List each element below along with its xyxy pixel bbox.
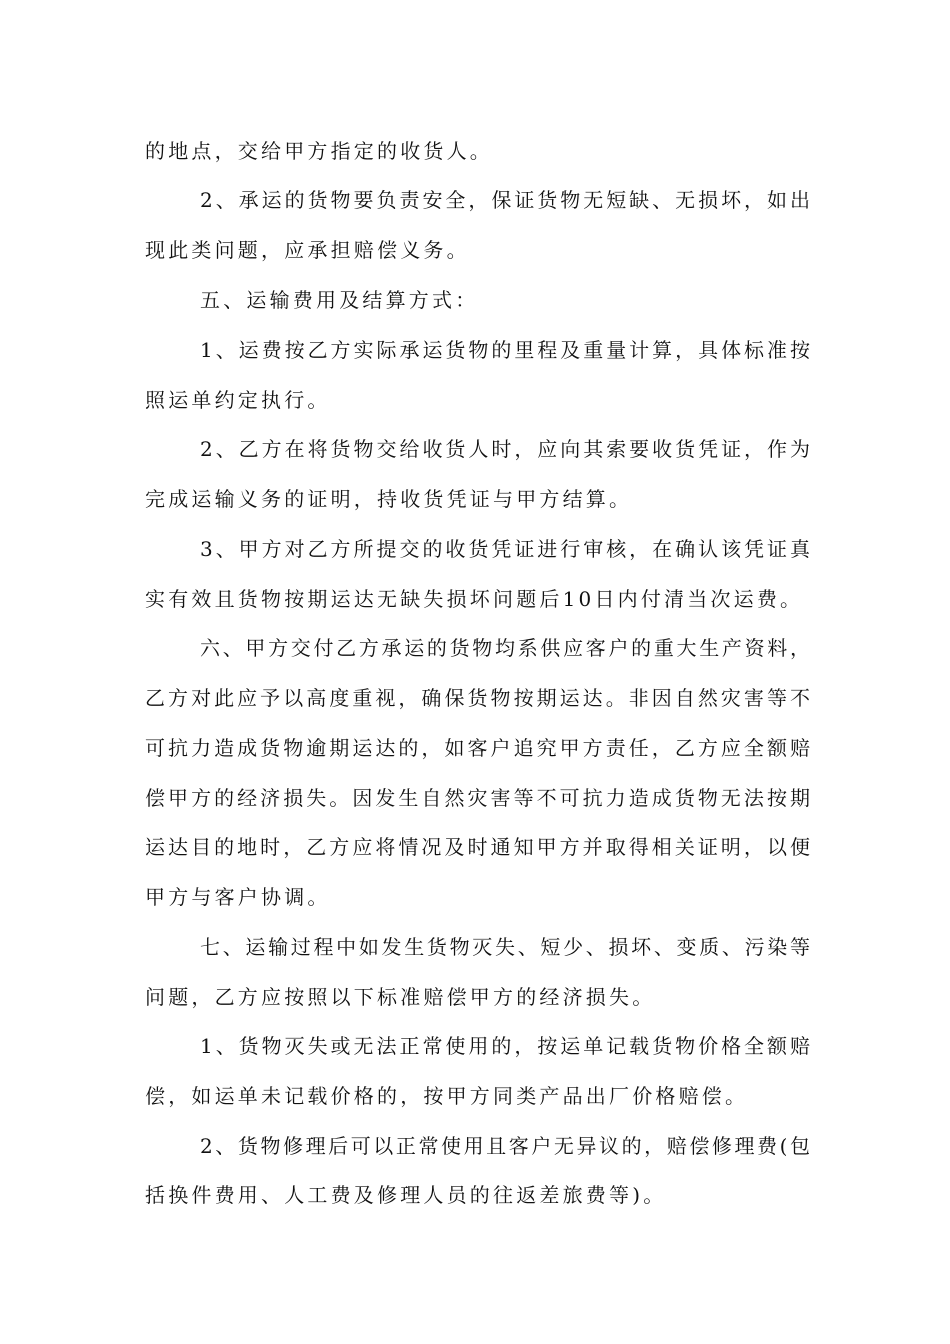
text-line: 偿甲方的经济损失。因发生自然灾害等不可抗力造成货物无法按期 — [145, 786, 810, 810]
text-line: 完成运输义务的证明，持收货凭证与甲方结算。 — [145, 487, 633, 511]
text-line: 乙方对此应予以高度重视，确保货物按期运达。非因自然灾害等不 — [145, 686, 810, 710]
text-line: 2、承运的货物要负责安全，保证货物无短缺、无损坏，如出 — [200, 188, 810, 212]
text-line: 偿，如运单未记载价格的，按甲方同类产品出厂价格赔偿。 — [145, 1084, 749, 1108]
text-line: 2、货物修理后可以正常使用且客户无异议的，赔偿修理费(包 — [200, 1134, 810, 1158]
section-heading: 六、甲方交付乙方承运的货物均系供应客户的重大生产资料， — [200, 636, 810, 660]
text-line: 1、货物灭失或无法正常使用的，按运单记载货物价格全额赔 — [200, 1034, 810, 1058]
text-line: 问题，乙方应按照以下标准赔偿甲方的经济损失。 — [145, 985, 656, 1009]
text-line: 照运单约定执行。 — [145, 388, 331, 412]
text-line: 的地点，交给甲方指定的收货人。 — [145, 139, 493, 163]
text-line: 3、甲方对乙方所提交的收货凭证进行审核，在确认该凭证真 — [200, 537, 810, 561]
text-line: 可抗力造成货物逾期运达的，如客户追究甲方责任，乙方应全额赔 — [145, 736, 810, 760]
text-line: 1、运费按乙方实际承运货物的里程及重量计算，具体标准按 — [200, 338, 810, 362]
section-heading: 五、运输费用及结算方式： — [200, 288, 479, 312]
text-line: 甲方与客户协调。 — [145, 885, 331, 909]
text-line: 2、乙方在将货物交给收货人时，应向其索要收货凭证，作为 — [200, 437, 810, 461]
text-line: 括换件费用、人工费及修理人员的往返差旅费等)。 — [145, 1183, 667, 1207]
text-line: 实有效且货物按期运达无缺失损坏问题后10日内付清当次运费。 — [145, 587, 804, 611]
section-heading: 七、运输过程中如发生货物灭失、短少、损坏、变质、污染等 — [200, 935, 810, 959]
text-line: 运达目的地时，乙方应将情况及时通知甲方并取得相关证明，以便 — [145, 835, 810, 859]
text-line: 现此类问题，应承担赔偿义务。 — [145, 238, 470, 262]
